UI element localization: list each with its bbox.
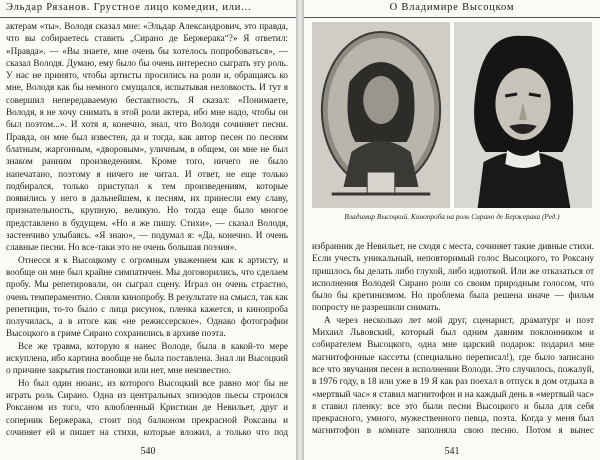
right-text-column	[312, 240, 594, 438]
engraved-portrait-icon	[312, 22, 450, 208]
photo-caption: Владимир Высоцкий. Кинопроба на роль Сирано де Бержерака (Ред.)	[344, 212, 560, 221]
right-paragraph-1: избранник де Невильет, не сходя с места, сочиняет такие дивные стихи. Если учесть уникальный, неповторимый голос Высоцкого, то Роксану пришлось бы делать либо глухой, либо идиоткой. Или же отказаться от исполнения Володей Сирано роли со своим природным голосом, что было бы кретинизмом. Но проблема была решена иначе — фильм попросту не разрешили снимать.	[312, 241, 594, 313]
left-paragraph-2: Отнесся я к Высоцкому с огромным уважением как к артисту, и вообще он мне был крайне симпатичен. Мы договорились, что сделаем пробу. Мы репетировали, он сыграл сцену. Играл он очень страстно, очень темпераментно. Сняли кинопробу. В результате на смысл, так как репетиции, то-то было с лица рисунок, пленка кажется, и кинопроба получилась, а в итоге как «не режиссерское». Однако фотографии Высоцкого в гриме Сирано сохранились в архиве поэта.	[6, 254, 288, 339]
book-gutter	[296, 0, 304, 460]
left-text-column	[6, 20, 288, 438]
photo-pair	[312, 22, 592, 208]
left-paragraph-1: актерам «ты». Володя сказал мне: «Эльдар Александрович, это правда, что вы собираетесь ставить „Сирано де Бержерака“?» Я ответил: «Правда». — «Вы знаете, мне очень бы хотелось попробоваться», — сказал Володя. Думаю, ему было бы очень интересно сыграть эту роль. У нас не принято, чтобы артисты просились на роли и, обращаясь ко мне, Володя как бы немного смущался, испытывая неловкость. И тут я совершил непередаваемую бестактность. Я сказал: «Понимаете, Володя, я не хочу снимать в этой роли актера, ибо мне надо, чтобы он был поэтом...». И хотя я, конечно, знал, что Володя сочиняет песни. Правда, он мне был известен, да и тогда, как автор песен по песням блатным, жаргонным, «дворовым», уличным, в общем, он мне не был знаком ранним произведениям. Кроме того, ничего не было напечатано, поэтому я ничего не читал. И ответ, не еще только подбирался, только приступал к тем произведениям, которые появились у него в дальнейшем, к песням, их принесли ему славу, признательность, крупную, великую. Но тогда еще было многое представлено в будущем. «Но я же пишу. Стихи», — сказал Володя, застенчиво улыбаясь. «Я знаю», — подумал я: «Да, конечно. И очень славные песни. Но все-таки это не очень большая поэзия».	[6, 21, 288, 253]
left-paragraph-4: Но был один нюанс, из которого Высоцкий все равно мог бы не играть роль Сирано. Одна из центральных эпизодов пьесы строился Роксаном из того, что влюбленный Кристиан де Невильет, друг и соперник Бержерака, стоит под балконом прекрасной Роксаны и сочиняет ей и пишет на стихи, которые вложил, а только что под	[6, 377, 288, 437]
left-page	[0, 0, 296, 460]
left-page-number: 540	[140, 446, 156, 457]
right-page	[304, 0, 600, 460]
left-running-head: Эльдар Рязанов. Грустное лицо комедии, или...	[0, 0, 296, 18]
cyrano-photo-icon	[454, 22, 592, 208]
right-page-number: 541	[444, 446, 460, 457]
right-paragraph-2: А через несколько лет мой друг, сценарист, драматург и поэт Михаил Львовский, который был одним давним поклонником и собирателем Высоцкого, одна мне царский подарок: подарил мне магнитофонные кассеты (специально переписал!), где было записано все что звучания песен в исполнении Володи. Это случилось, пожалуй, в 1976 году, в 18 или уже в 19 Я как раз поехал в отпуск в дом отдыха в «мертвый час» я ставил магнитофон и на каждый день в «мертвый час» я ставил пленку: все это были песни Высоцкого и была для себя прекрасного, умного, мужественного певца, поэта. Когда у меня был магнитофон в комнате заполняла свою песню. Потом я вынес	[312, 314, 594, 436]
left-paragraph-3: Все же травма, которую я нанес Володе, была в какой-то мере искуплена, ибо картина вообще не была поставлена. Знал ли Высоцкий о причине закрытия постановки или нет, мне неизвестно.	[6, 340, 288, 376]
right-running-head: О Владимире Высоцком	[304, 0, 600, 18]
